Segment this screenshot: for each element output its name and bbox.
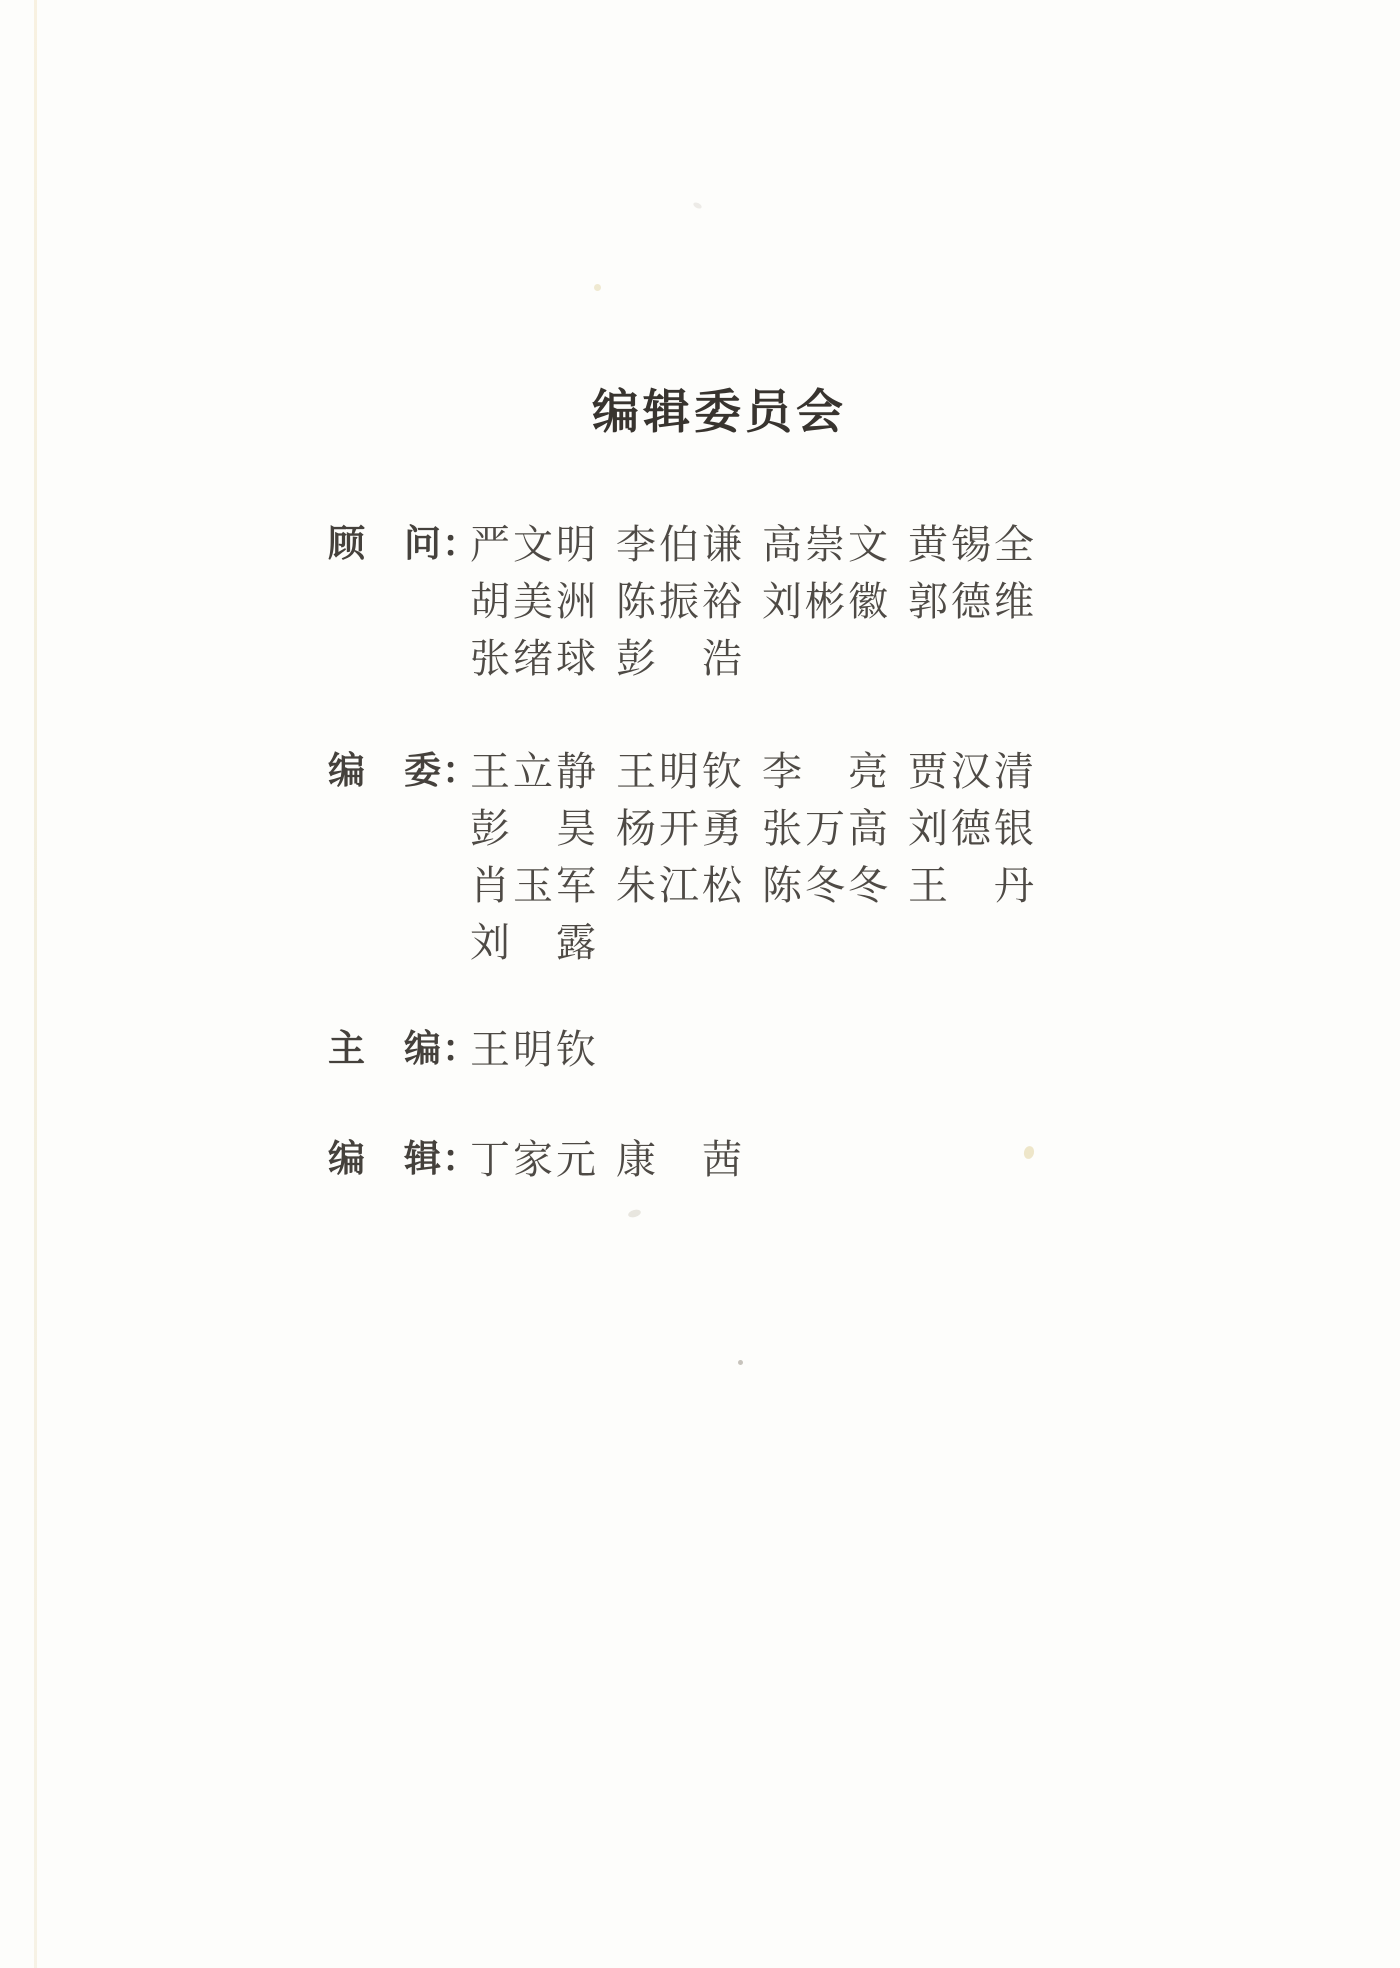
section-board-label: 编 委： [328, 751, 480, 792]
board-member-name: 刘 露 [470, 920, 599, 965]
section-editors-label: 编 辑： [328, 1139, 480, 1180]
advisor-name: 陈振裕 [616, 579, 745, 624]
board-member-name: 陈冬冬 [762, 863, 891, 908]
name-row [470, 578, 1054, 635]
name-row [470, 919, 1054, 976]
name-row [470, 805, 1054, 862]
name-row [470, 1026, 616, 1083]
section-editors [328, 1136, 762, 1193]
section-chief-editor [328, 1026, 616, 1083]
section-chief-names [470, 1026, 616, 1083]
section-editorial-board [328, 748, 1054, 976]
advisor-name: 黄锡全 [908, 522, 1037, 567]
name-row [470, 1136, 762, 1193]
board-member-name: 张万高 [762, 806, 891, 851]
section-advisors-label: 顾 问： [328, 524, 480, 565]
board-member-name: 王明钦 [616, 749, 745, 794]
paper-speck [1023, 1145, 1036, 1160]
advisor-name: 李伯谦 [616, 522, 745, 567]
board-member-name: 彭 昊 [470, 806, 599, 851]
paper-speck [738, 1360, 743, 1365]
name-row [470, 635, 1054, 692]
page-gutter-line [34, 0, 37, 1968]
advisor-name: 郭德维 [908, 579, 1037, 624]
chief-editor-name: 王明钦 [470, 1027, 599, 1072]
paper-speck [692, 201, 702, 210]
name-row [470, 748, 1054, 805]
section-board-names [470, 748, 1054, 976]
section-editors-names [470, 1136, 762, 1193]
name-row [470, 862, 1054, 919]
board-member-name: 王 丹 [908, 863, 1037, 908]
paper-speck [627, 1208, 641, 1218]
advisor-name: 胡美洲 [470, 579, 599, 624]
page-title: 编辑委员会 [592, 387, 847, 439]
advisor-name: 严文明 [470, 522, 599, 567]
paper-speck [594, 284, 601, 291]
board-member-name: 刘德银 [908, 806, 1037, 851]
advisor-name: 张绪球 [470, 636, 599, 681]
board-member-name: 王立静 [470, 749, 599, 794]
advisor-name: 彭 浩 [616, 636, 745, 681]
section-chief-label: 主 编： [328, 1029, 480, 1070]
advisor-name: 高崇文 [762, 522, 891, 567]
section-advisors-names [470, 521, 1054, 692]
board-member-name: 朱江松 [616, 863, 745, 908]
board-member-name: 李 亮 [762, 749, 891, 794]
board-member-name: 肖玉军 [470, 863, 599, 908]
board-member-name: 杨开勇 [616, 806, 745, 851]
name-row [470, 521, 1054, 578]
editor-name: 丁家元 [470, 1137, 599, 1182]
section-advisors [328, 521, 1054, 692]
editor-name: 康 茜 [616, 1137, 745, 1182]
board-member-name: 贾汉清 [908, 749, 1037, 794]
advisor-name: 刘彬徽 [762, 579, 891, 624]
